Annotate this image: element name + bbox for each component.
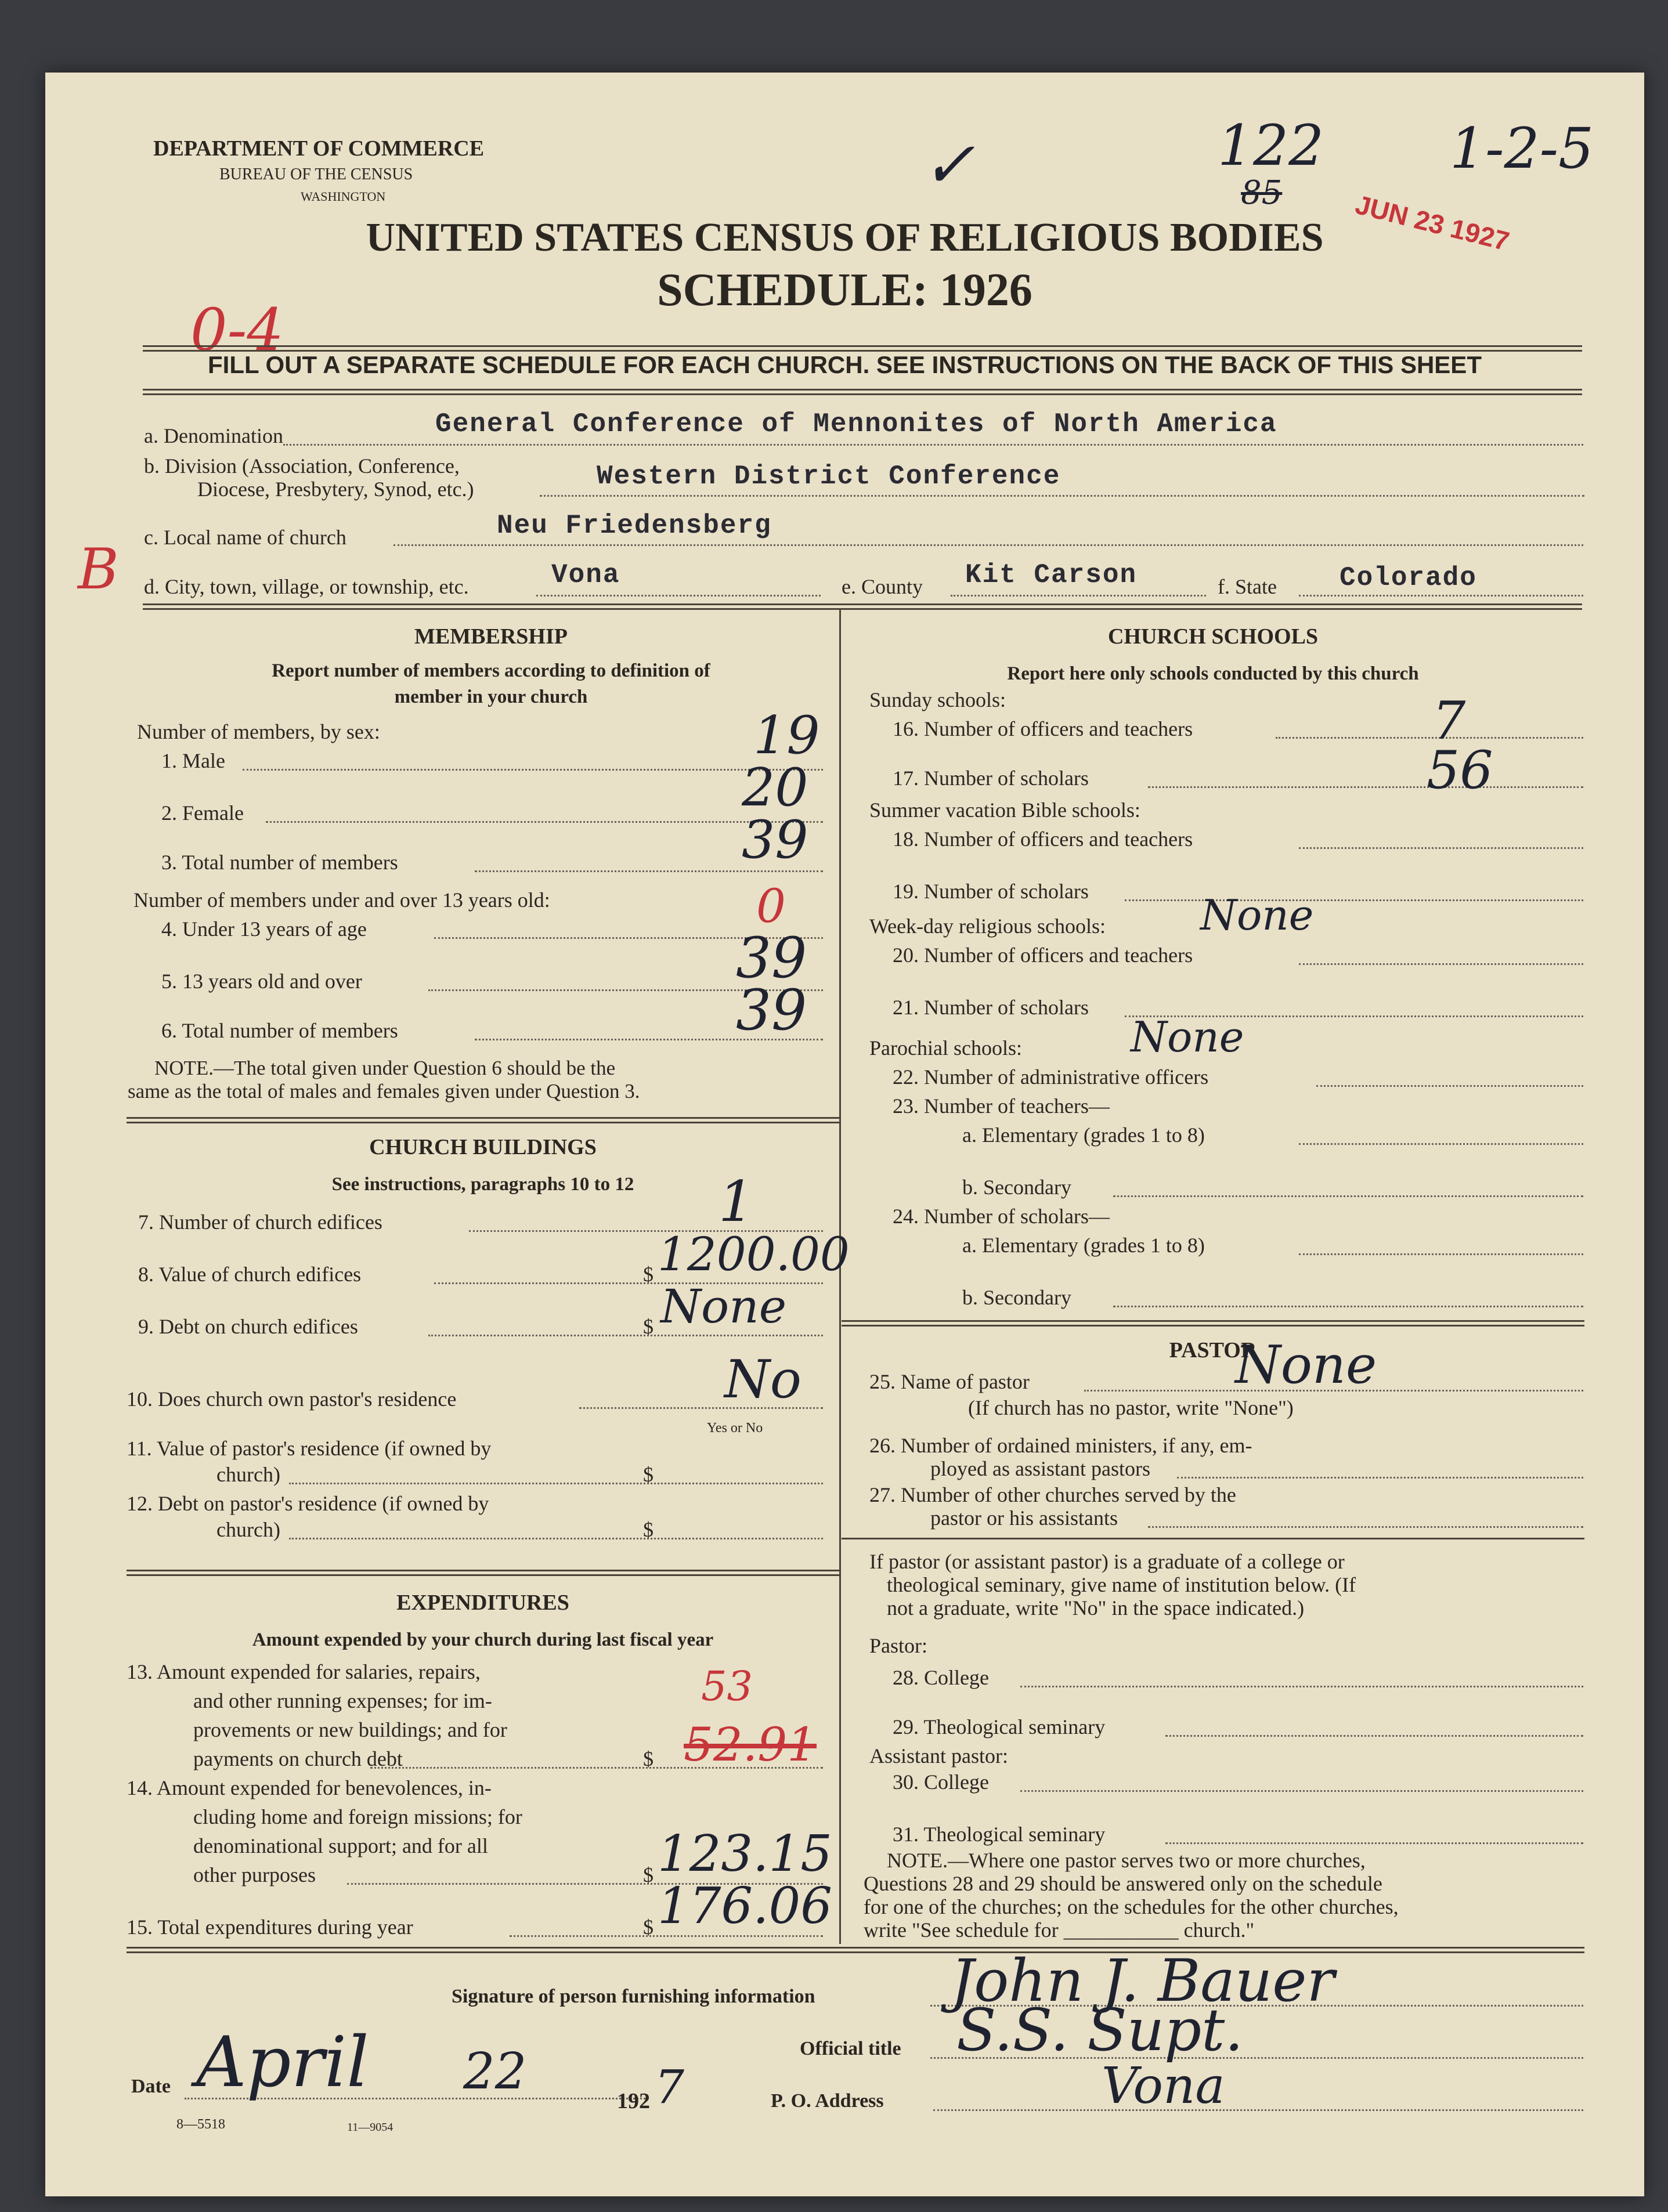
q29-label: 29. Theological seminary: [893, 1715, 1106, 1738]
pastor-heading: PASTOR: [1169, 1338, 1257, 1362]
q19-label: 19. Number of scholars: [893, 880, 1089, 903]
q24-label: 24. Number of scholars—: [893, 1205, 1110, 1228]
county-value: Kit Carson: [965, 560, 1138, 590]
q30-label: 30. College: [893, 1770, 989, 1794]
q11-dollar-sign: $: [643, 1463, 654, 1486]
q4-under13-label: 4. Under 13 years of age: [161, 917, 367, 941]
q10-residence-value: No: [724, 1349, 801, 1410]
q6-total-label: 6. Total number of members: [161, 1019, 398, 1042]
signature-label: Signature of person furnishing information: [452, 1986, 815, 2007]
q15-dollar-sign: $: [643, 1915, 654, 1939]
q5-over13-value: 39: [736, 926, 807, 991]
q11-value-label: 11. Value of pastor's residence (if owned by: [127, 1437, 492, 1460]
parochial-schools-value: None: [1131, 1013, 1244, 1061]
q2-female-value: 20: [742, 757, 808, 818]
po-address-label: P. O. Address: [771, 2090, 884, 2112]
q27-label: 27. Number of other churches served by the: [869, 1483, 1236, 1506]
q25-note: (If church has no pastor, write "None"): [968, 1396, 1294, 1419]
date-year-printed: 192: [617, 2089, 650, 2113]
q1-male-value: 19: [753, 705, 820, 766]
schools-heading: CHURCH SCHOOLS: [1107, 624, 1319, 649]
pastor-note-2: Questions 28 and 29 should be answered only on the schedule: [864, 1872, 1382, 1895]
expenditures-heading: EXPENDITURES: [396, 1591, 569, 1615]
date-year-digit: 7: [655, 2060, 684, 2114]
date-day: 22: [463, 2043, 527, 2101]
membership-note-2: same as the total of males and females given under Question 3.: [128, 1080, 640, 1103]
state-label: f. State: [1218, 575, 1277, 598]
local-name-value: Neu Friedensberg: [497, 511, 772, 541]
q20-label: 20. Number of officers and teachers: [893, 944, 1193, 967]
q25-value: None: [1235, 1335, 1377, 1396]
margin-mark-b: B: [78, 537, 119, 602]
q16-value: 7: [1432, 691, 1466, 751]
q13-correction: 53: [701, 1662, 753, 1710]
date-label: Date: [131, 2076, 171, 2097]
q7-edifices-label: 7. Number of church edifices: [138, 1210, 382, 1234]
q8-dollar-sign: $: [643, 1263, 654, 1286]
q12-debt-label-2: church): [216, 1518, 280, 1541]
membership-note: NOTE.—The total given under Question 6 should be the: [154, 1057, 616, 1079]
q14-label: 14. Amount expended for benevolences, in-: [127, 1776, 492, 1799]
state-value: Colorado: [1340, 563, 1477, 593]
division-value: Western District Conference: [597, 461, 1061, 491]
q14-label-4: other purposes: [193, 1863, 316, 1886]
local-name-label: c. Local name of church: [144, 526, 346, 549]
buildings-intro: See instructions, paragraphs 10 to 12: [331, 1174, 634, 1195]
form-title: UNITED STATES CENSUS OF RELIGIOUS BODIES: [366, 215, 1324, 260]
handwritten-code: 1-2-5: [1450, 116, 1594, 181]
pastor-subheading: Pastor:: [869, 1634, 928, 1657]
q14-label-3: denominational support; and for all: [193, 1834, 488, 1857]
assistant-pastor-subheading: Assistant pastor:: [869, 1744, 1008, 1768]
q24a-label: a. Elementary (grades 1 to 8): [962, 1234, 1205, 1257]
division-label-2: Diocese, Presbytery, Synod, etc.): [197, 478, 474, 501]
q2-female-label: 2. Female: [161, 801, 244, 825]
q12-debt-label: 12. Debt on pastor's residence (if owned by: [127, 1492, 489, 1515]
census-schedule-sheet: [45, 73, 1644, 2196]
membership-intro-2: member in your church: [394, 686, 588, 707]
q16-label: 16. Number of officers and teachers: [893, 717, 1193, 740]
q13-value: 52.91: [684, 1718, 817, 1772]
q7-edifices-value: 1: [719, 1169, 754, 1234]
q25-label: 25. Name of pastor: [869, 1370, 1030, 1393]
sunday-schools-label: Sunday schools:: [869, 688, 1006, 711]
q23b-label: b. Secondary: [962, 1176, 1071, 1199]
q6-total-value: 39: [736, 978, 807, 1043]
denomination-label: a. Denomination: [144, 424, 283, 447]
bureau-name: BUREAU OF THE CENSUS: [219, 165, 413, 183]
county-label: e. County: [842, 575, 923, 598]
schedule-year: SCHEDULE: 1926: [657, 265, 1032, 316]
q13-label-2: and other running expenses; for im-: [193, 1689, 492, 1712]
q15-value: 176.06: [658, 1877, 832, 1935]
q28-label: 28. College: [893, 1666, 989, 1689]
q26-label: 26. Number of ordained ministers, if any, em-: [869, 1434, 1252, 1457]
members-by-age-label: Number of members under and over 13 years old:: [133, 888, 550, 912]
q13-dollar-sign: $: [643, 1747, 654, 1770]
q17-value: 56: [1427, 740, 1493, 801]
q14-value: 123.15: [658, 1825, 832, 1883]
expenditures-intro: Amount expended by your church during last fiscal year: [252, 1629, 714, 1650]
q13-label: 13. Amount expended for salaries, repairs,: [127, 1660, 481, 1683]
q24b-label: b. Secondary: [962, 1286, 1071, 1309]
denomination-value: General Conference of Mennonites of North America: [435, 409, 1277, 439]
q9-debt-value: None: [660, 1280, 787, 1333]
graduate-instruction: If pastor (or assistant pastor) is a graduate of a college or: [869, 1550, 1345, 1573]
check-mark: ✓: [922, 128, 976, 202]
q18-label: 18. Number of officers and teachers: [893, 827, 1193, 851]
city-value: Vona: [551, 560, 620, 590]
po-address-value: Vona: [1102, 2057, 1225, 2115]
official-title-label: Official title: [800, 2038, 901, 2059]
q15-label: 15. Total expenditures during year: [127, 1915, 413, 1939]
q12-dollar-sign: $: [643, 1518, 654, 1541]
q27-label-2: pastor or his assistants: [930, 1506, 1118, 1530]
official-title-value: S.S. Supt.: [956, 1996, 1244, 2064]
membership-heading: MEMBERSHIP: [414, 624, 568, 649]
q14-label-2: cluding home and foreign missions; for: [193, 1805, 522, 1828]
q13-label-3: provements or new buildings; and for: [193, 1718, 507, 1741]
q3-total-label: 3. Total number of members: [161, 851, 398, 874]
q11-value-label-2: church): [216, 1463, 280, 1486]
q21-label: 21. Number of scholars: [893, 996, 1089, 1019]
q9-dollar-sign: $: [643, 1315, 654, 1338]
city-label: d. City, town, village, or township, etc.: [144, 575, 469, 598]
q8-value-label: 8. Value of church edifices: [138, 1263, 362, 1286]
q13-label-4: payments on church debt: [193, 1747, 403, 1770]
q26-label-2: ployed as assistant pastors: [930, 1457, 1150, 1480]
membership-intro: Report number of members according to definition of: [272, 660, 710, 681]
q4-under13-value: 0: [756, 879, 786, 933]
weekday-schools-label: Week-day religious schools:: [869, 915, 1106, 938]
handwritten-code-left: 0-4: [190, 296, 284, 364]
q23-label: 23. Number of teachers—: [893, 1094, 1110, 1118]
department-name: DEPARTMENT OF COMMERCE: [153, 136, 485, 161]
q31-label: 31. Theological seminary: [893, 1823, 1106, 1846]
yes-or-no-hint: Yes or No: [707, 1421, 763, 1436]
struck-number: 85: [1241, 174, 1283, 212]
form-number: 8—5518: [176, 2117, 225, 2132]
q1-male-label: 1. Male: [161, 749, 225, 772]
handwritten-number: 122: [1218, 113, 1324, 178]
print-number: 11—9054: [347, 2121, 393, 2134]
washington-label: WASHINGTON: [301, 189, 386, 204]
summer-schools-label: Summer vacation Bible schools:: [869, 798, 1140, 822]
schools-intro: Report here only schools conducted by this church: [1007, 663, 1419, 684]
members-by-sex-label: Number of members, by sex:: [137, 720, 380, 743]
weekday-schools-value: None: [1200, 891, 1314, 939]
signature-value: John J. Bauer: [951, 1947, 1335, 2015]
q14-dollar-sign: $: [643, 1863, 654, 1886]
q17-label: 17. Number of scholars: [893, 767, 1089, 790]
received-date-stamp: JUN 23 1927: [1352, 189, 1512, 257]
pastor-note-3: for one of the churches; on the schedules for the other churches,: [864, 1895, 1399, 1918]
q22-label: 22. Number of administrative officers: [893, 1065, 1209, 1089]
graduate-instruction-3: not a graduate, write "No" in the space indicated.): [887, 1596, 1305, 1620]
date-month: April: [196, 2022, 369, 2103]
instruction-line: FILL OUT A SEPARATE SCHEDULE FOR EACH CHURCH. SEE INSTRUCTIONS ON THE BACK OF THIS SHEET: [208, 351, 1482, 378]
q10-residence-label: 10. Does church own pastor's residence: [127, 1387, 457, 1411]
q5-over13-label: 5. 13 years old and over: [161, 970, 362, 993]
q23a-label: a. Elementary (grades 1 to 8): [962, 1123, 1205, 1147]
q9-debt-label: 9. Debt on church edifices: [138, 1315, 358, 1338]
buildings-heading: CHURCH BUILDINGS: [369, 1135, 597, 1159]
parochial-schools-label: Parochial schools:: [869, 1036, 1022, 1060]
pastor-note: NOTE.—Where one pastor serves two or more churches,: [887, 1849, 1366, 1872]
division-label: b. Division (Association, Conference,: [144, 454, 460, 478]
graduate-instruction-2: theological seminary, give name of institution below. (If: [887, 1573, 1356, 1596]
pastor-note-4: write "See schedule for ___________ church.": [864, 1918, 1255, 1942]
q3-total-value: 39: [742, 809, 808, 870]
q8-value: 1200.00: [658, 1227, 850, 1281]
